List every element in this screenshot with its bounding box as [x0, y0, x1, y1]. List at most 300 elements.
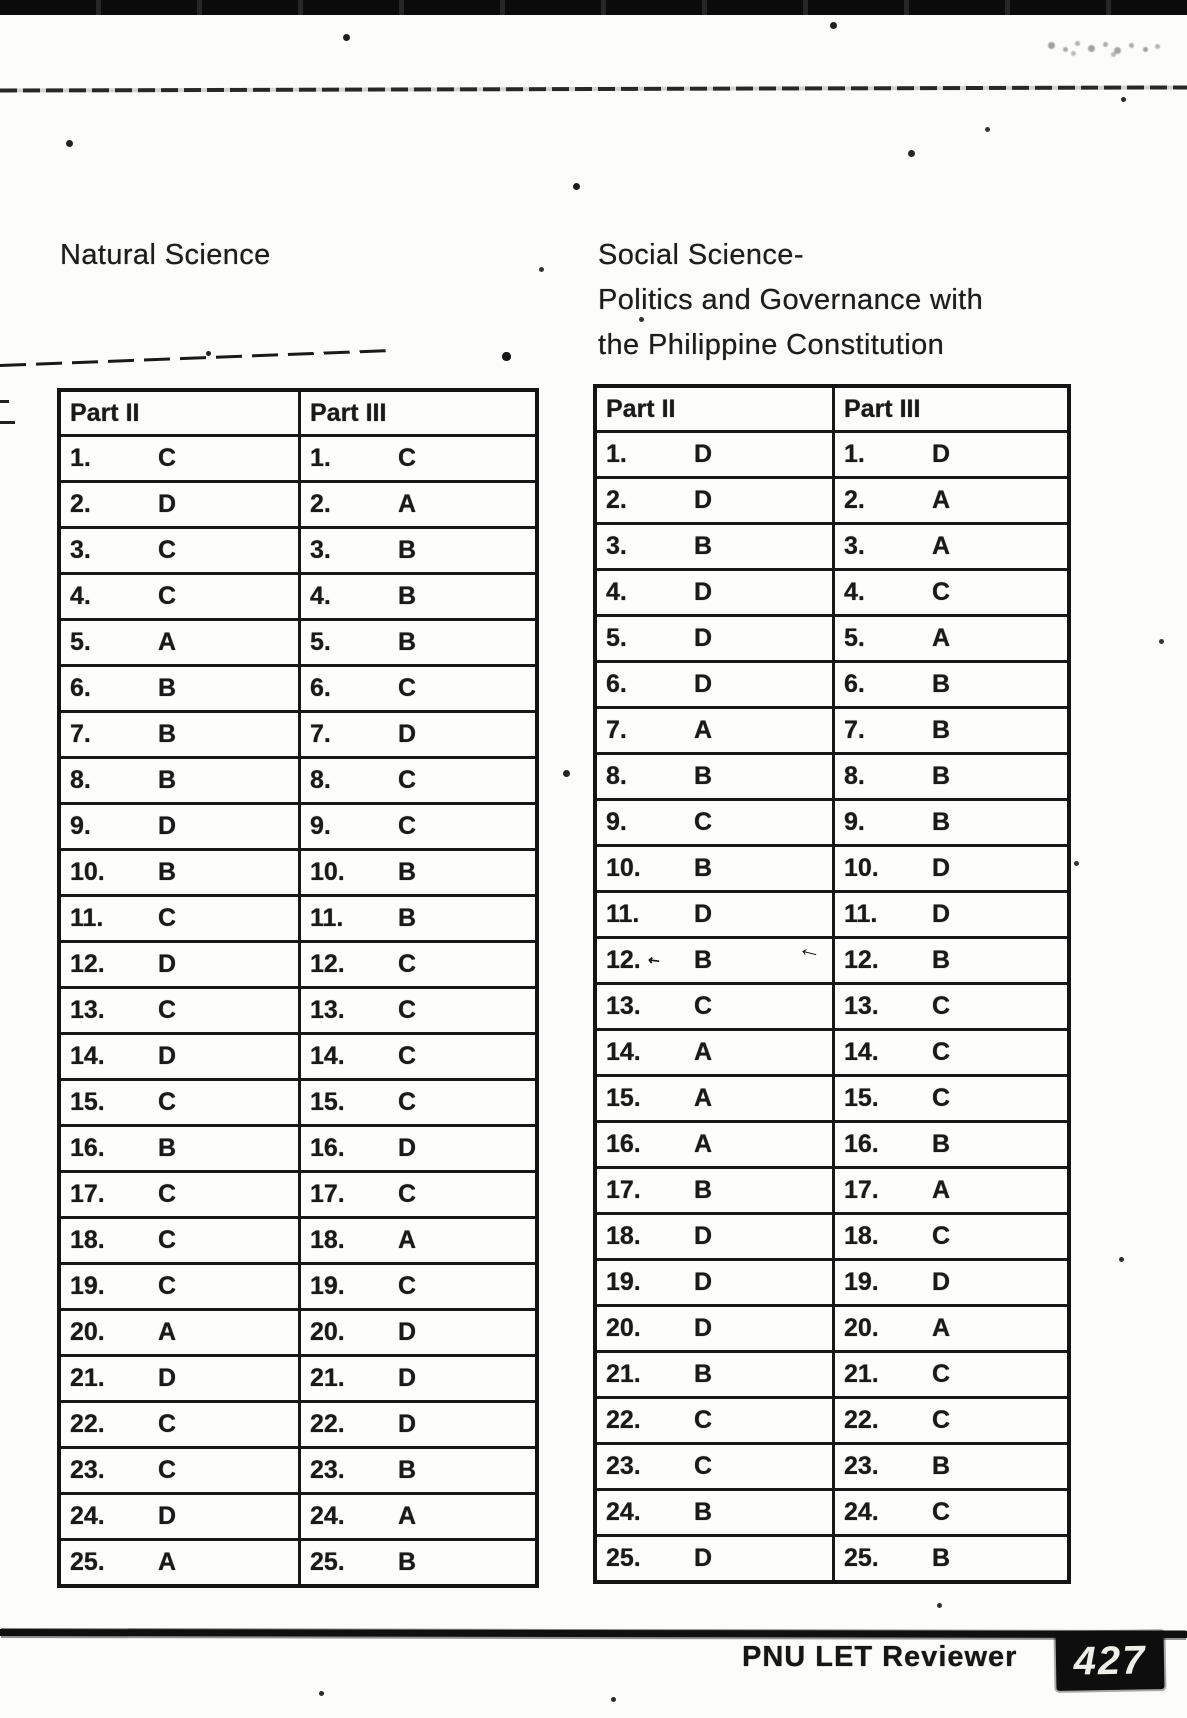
answer-letter: C: [694, 808, 713, 836]
answer-cell: [61, 1078, 298, 1124]
item-number: 6.: [844, 670, 865, 698]
item-number: 9.: [606, 808, 627, 836]
answer-letter: C: [932, 992, 951, 1020]
item-number: 10.: [310, 858, 345, 886]
answer-letter: B: [932, 946, 951, 974]
item-number: 12.: [70, 950, 105, 978]
answer-letter: B: [158, 674, 177, 702]
answer-letter: C: [398, 766, 417, 794]
answer-cell: [61, 1262, 298, 1308]
answer-letter: A: [932, 624, 951, 652]
answer-letter: C: [398, 1272, 417, 1300]
answer-letter: D: [398, 1134, 417, 1162]
answer-cell: [61, 664, 298, 710]
section-title-line: Politics and Governance with: [598, 284, 984, 316]
answer-letter: D: [694, 1268, 713, 1296]
answer-letter: C: [398, 1088, 417, 1116]
item-number: 23.: [310, 1456, 345, 1484]
answer-letter: C: [932, 1406, 951, 1434]
item-number: 14.: [606, 1038, 641, 1066]
item-number: 25.: [606, 1544, 641, 1572]
answer-cell: [832, 614, 1067, 660]
item-number: 18.: [310, 1226, 345, 1254]
item-number: 2.: [310, 490, 331, 518]
answer-letter: A: [694, 1130, 713, 1158]
answer-letter: D: [694, 578, 713, 606]
answer-letter: A: [398, 1226, 417, 1254]
item-number: 9.: [844, 808, 865, 836]
answer-cell: [298, 940, 535, 986]
answer-cell: [832, 568, 1067, 614]
answer-cell: [597, 982, 832, 1028]
item-number: 19.: [310, 1272, 345, 1300]
answer-cell: [61, 618, 298, 664]
answer-cell: [298, 986, 535, 1032]
answer-cell: [298, 1308, 535, 1354]
answer-letter: D: [694, 900, 713, 928]
item-number: 22.: [70, 1410, 105, 1438]
item-number: 2.: [70, 490, 91, 518]
item-number: 23.: [70, 1456, 105, 1484]
item-number: 18.: [606, 1222, 641, 1250]
answer-cell: [298, 480, 535, 526]
item-number: 21.: [844, 1360, 879, 1388]
item-number: 16.: [844, 1130, 879, 1158]
item-number: 8.: [310, 766, 331, 794]
answer-cell: [298, 802, 535, 848]
item-number: 8.: [844, 762, 865, 790]
item-number: 20.: [70, 1318, 105, 1346]
answer-letter: B: [694, 854, 713, 882]
answer-letter: B: [398, 536, 417, 564]
answer-cell: [597, 522, 832, 568]
answer-cell: [832, 752, 1067, 798]
answer-cell: [298, 710, 535, 756]
answer-letter: C: [158, 1180, 177, 1208]
item-number: 16.: [310, 1134, 345, 1162]
answer-cell: [597, 752, 832, 798]
item-number: 8.: [70, 766, 91, 794]
answer-cell: [298, 618, 535, 664]
answer-cell: [832, 844, 1067, 890]
answer-letter: A: [694, 1084, 713, 1112]
answer-cell: [61, 1400, 298, 1446]
answer-letter: A: [398, 490, 417, 518]
item-number: 4.: [606, 578, 627, 606]
answer-cell: [61, 1308, 298, 1354]
item-number: 3.: [844, 532, 865, 560]
answer-cell: [597, 1350, 832, 1396]
answer-letter: B: [398, 582, 417, 610]
answer-letter: B: [158, 766, 177, 794]
answer-cell: [61, 1032, 298, 1078]
item-number: 10.: [70, 858, 105, 886]
answer-letter: C: [398, 1180, 417, 1208]
item-number: 17.: [844, 1176, 879, 1204]
answer-letter: A: [694, 1038, 713, 1066]
answer-cell: [597, 1120, 832, 1166]
item-number: 19.: [606, 1268, 641, 1296]
answer-letter: A: [932, 1314, 951, 1342]
section-title-line: Natural Science: [60, 239, 271, 271]
answer-letter: D: [694, 486, 713, 514]
answer-letter: C: [158, 1226, 177, 1254]
answer-letter: D: [158, 1364, 177, 1392]
item-number: 6.: [310, 674, 331, 702]
answer-letter: D: [932, 854, 951, 882]
answer-cell: [61, 894, 298, 940]
section-title-natural-science: [60, 233, 271, 278]
answer-letter: D: [932, 900, 951, 928]
item-number: 1.: [844, 440, 865, 468]
answer-cell: [61, 1216, 298, 1262]
item-number: 1.: [606, 440, 627, 468]
answer-letter: D: [694, 624, 713, 652]
item-number: 4.: [70, 582, 91, 610]
answer-cell: [61, 1354, 298, 1400]
answer-letter: B: [398, 904, 417, 932]
answer-cell: [597, 706, 832, 752]
answer-letter: A: [932, 486, 951, 514]
answer-cell: [597, 660, 832, 706]
item-number: 11.: [70, 904, 104, 932]
answer-cell: [832, 890, 1067, 936]
item-number: 15.: [70, 1088, 105, 1116]
item-number: 22.: [844, 1406, 879, 1434]
answer-letter: B: [932, 762, 951, 790]
answer-letter: B: [932, 808, 951, 836]
answer-cell: [597, 1028, 832, 1074]
answer-letter: B: [932, 1544, 951, 1572]
answer-cell: [298, 1400, 535, 1446]
answer-letter: D: [694, 670, 713, 698]
item-number: 19.: [70, 1272, 105, 1300]
answer-letter: C: [932, 1360, 951, 1388]
item-number: 15.: [606, 1084, 641, 1112]
answer-cell: [597, 1442, 832, 1488]
answer-cell: [597, 430, 832, 476]
scan-smudge: [1046, 38, 1049, 41]
item-number: 14.: [844, 1038, 879, 1066]
item-number: 4.: [310, 582, 331, 610]
answer-letter: B: [694, 1360, 713, 1388]
item-number: 7.: [70, 720, 91, 748]
item-number: 15.: [844, 1084, 879, 1112]
answer-letter: B: [694, 946, 713, 974]
answer-letter: C: [932, 1038, 951, 1066]
answer-letter: D: [158, 1042, 177, 1070]
answer-letter: B: [398, 858, 417, 886]
answer-cell: [832, 522, 1067, 568]
answer-cell: [832, 936, 1067, 982]
answer-letter: A: [932, 532, 951, 560]
answer-cell: [832, 1166, 1067, 1212]
column-header: Part II: [606, 394, 676, 423]
answer-letter: A: [158, 1548, 177, 1576]
item-number: 6.: [70, 674, 91, 702]
item-number: 5.: [310, 628, 331, 656]
answer-letter: B: [158, 1134, 177, 1162]
section-title-social-science: [598, 233, 983, 368]
answer-cell: [832, 1488, 1067, 1534]
answer-cell: [832, 1258, 1067, 1304]
item-number: 12.: [606, 946, 641, 974]
answer-cell: [597, 1304, 832, 1350]
answer-cell: [61, 1124, 298, 1170]
footer-reviewer-label: PNU LET Reviewer: [742, 1641, 1018, 1673]
item-number: 11.: [606, 900, 640, 928]
answer-cell: [298, 1124, 535, 1170]
answer-letter: D: [694, 1544, 713, 1572]
answer-letter: A: [158, 628, 177, 656]
answer-letter: C: [694, 992, 713, 1020]
item-number: 24.: [606, 1498, 641, 1526]
answer-cell: [597, 1258, 832, 1304]
answer-letter: C: [694, 1452, 713, 1480]
item-number: 21.: [310, 1364, 345, 1392]
answer-letter: B: [694, 532, 713, 560]
answer-cell: [61, 480, 298, 526]
answer-letter: D: [932, 1268, 951, 1296]
answer-letter: D: [158, 950, 177, 978]
answer-letter: D: [398, 720, 417, 748]
item-number: 21.: [70, 1364, 105, 1392]
answer-cell: [61, 1492, 298, 1538]
answer-letter: B: [398, 1456, 417, 1484]
scan-edge-mark: [0, 400, 9, 403]
answer-letter: A: [932, 1176, 951, 1204]
answer-cell: [597, 476, 832, 522]
answer-letter: B: [398, 1548, 417, 1576]
answer-letter: C: [398, 444, 417, 472]
scan-edge-mark: [0, 421, 15, 424]
item-number: 24.: [310, 1502, 345, 1530]
item-number: 9.: [310, 812, 331, 840]
item-number: 6.: [606, 670, 627, 698]
answer-key-table-natural-science: [57, 388, 539, 1588]
answer-cell: [298, 1216, 535, 1262]
answer-letter: B: [398, 628, 417, 656]
item-number: 18.: [844, 1222, 879, 1250]
answer-key-table-social-science: [593, 384, 1071, 1584]
column-header: Part II: [70, 398, 140, 427]
answer-cell: [61, 986, 298, 1032]
item-number: 14.: [70, 1042, 105, 1070]
answer-letter: D: [932, 440, 951, 468]
answer-letter: B: [694, 762, 713, 790]
answer-cell: [61, 848, 298, 894]
item-number: 17.: [70, 1180, 105, 1208]
item-number: 3.: [606, 532, 627, 560]
answer-letter: C: [158, 996, 177, 1024]
answer-cell: [61, 756, 298, 802]
answer-cell: [597, 1488, 832, 1534]
item-number: 23.: [844, 1452, 879, 1480]
answer-letter: C: [158, 904, 177, 932]
answer-cell: [832, 430, 1067, 476]
answer-cell: [597, 1396, 832, 1442]
item-number: 25.: [310, 1548, 345, 1576]
scan-arrow-mark: ←: [795, 933, 826, 966]
answer-cell: [832, 1304, 1067, 1350]
answer-letter: C: [158, 536, 177, 564]
item-number: 7.: [844, 716, 865, 744]
answer-cell: [298, 526, 535, 572]
item-number: 22.: [606, 1406, 641, 1434]
answer-cell: [61, 526, 298, 572]
answer-cell: [597, 1166, 832, 1212]
answer-cell: [597, 798, 832, 844]
answer-cell: [597, 1212, 832, 1258]
item-number: 3.: [70, 536, 91, 564]
column-header: Part III: [298, 392, 535, 434]
answer-cell: [298, 848, 535, 894]
answer-cell: [298, 1078, 535, 1124]
item-number: 14.: [310, 1042, 345, 1070]
answer-letter: D: [398, 1364, 417, 1392]
answer-letter: C: [158, 582, 177, 610]
scan-noise-specks: [0, 0, 3, 3]
item-number: 24.: [70, 1502, 105, 1530]
item-number: 24.: [844, 1498, 879, 1526]
section-title-line: Social Science-: [598, 239, 804, 271]
answer-letter: C: [398, 1042, 417, 1070]
answer-letter: D: [158, 490, 177, 518]
item-number: 2.: [844, 486, 865, 514]
answer-cell: [597, 1534, 832, 1580]
answer-cell: [597, 1074, 832, 1120]
item-number: 19.: [844, 1268, 879, 1296]
answer-cell: [298, 1032, 535, 1078]
answer-letter: B: [932, 1130, 951, 1158]
answer-cell: [597, 614, 832, 660]
answer-cell: [832, 1534, 1067, 1580]
answer-cell: [61, 710, 298, 756]
answer-letter: D: [694, 440, 713, 468]
answer-cell: [298, 894, 535, 940]
item-number: 17.: [606, 1176, 641, 1204]
scan-stray-line: [0, 349, 392, 367]
answer-cell: [597, 890, 832, 936]
answer-letter: A: [694, 716, 713, 744]
item-number: 13.: [70, 996, 105, 1024]
answer-letter: C: [932, 1084, 951, 1112]
item-number: 22.: [310, 1410, 345, 1438]
answer-letter: C: [932, 1498, 951, 1526]
answer-cell: [298, 1262, 535, 1308]
item-number: 8.: [606, 762, 627, 790]
answer-letter: C: [398, 996, 417, 1024]
item-number: 1.: [310, 444, 331, 472]
section-title-line: the Philippine Constitution: [598, 329, 945, 361]
item-number: 9.: [70, 812, 91, 840]
answer-cell: [832, 798, 1067, 844]
scan-small-arrow-mark: ↖: [644, 950, 664, 971]
answer-cell: [298, 1492, 535, 1538]
item-number: 20.: [606, 1314, 641, 1342]
answer-cell: [832, 660, 1067, 706]
answer-letter: D: [158, 1502, 177, 1530]
answer-letter: C: [398, 812, 417, 840]
answer-letter: D: [158, 812, 177, 840]
item-number: 11.: [310, 904, 344, 932]
item-number: 21.: [606, 1360, 641, 1388]
answer-letter: B: [158, 720, 177, 748]
answer-letter: A: [158, 1318, 177, 1346]
answer-cell: [597, 568, 832, 614]
scan-horizontal-rule-top: [0, 85, 1187, 92]
item-number: 13.: [310, 996, 345, 1024]
answer-letter: C: [932, 1222, 951, 1250]
answer-letter: C: [158, 1272, 177, 1300]
item-number: 5.: [70, 628, 91, 656]
answer-letter: B: [694, 1176, 713, 1204]
answer-letter: C: [694, 1406, 713, 1434]
answer-cell: [832, 1212, 1067, 1258]
item-number: 16.: [606, 1130, 641, 1158]
answer-cell: [298, 664, 535, 710]
scan-top-bar: [0, 0, 1187, 15]
answer-letter: C: [158, 1088, 177, 1116]
item-number: 17.: [310, 1180, 345, 1208]
answer-cell: [832, 1350, 1067, 1396]
answer-letter: C: [398, 950, 417, 978]
answer-letter: D: [398, 1410, 417, 1438]
answer-cell: [61, 802, 298, 848]
answer-letter: B: [694, 1498, 713, 1526]
answer-letter: C: [158, 444, 177, 472]
item-number: 13.: [606, 992, 641, 1020]
item-number: 11.: [844, 900, 878, 928]
answer-cell: [61, 572, 298, 618]
answer-cell: [298, 756, 535, 802]
answer-cell: [61, 940, 298, 986]
answer-letter: B: [932, 1452, 951, 1480]
answer-letter: D: [398, 1318, 417, 1346]
answer-letter: C: [398, 674, 417, 702]
page-number-badge: 427: [1056, 1631, 1165, 1691]
answer-cell: [832, 476, 1067, 522]
answer-cell: [61, 1538, 298, 1584]
item-number: 13.: [844, 992, 879, 1020]
item-number: 20.: [844, 1314, 879, 1342]
item-number: 7.: [310, 720, 331, 748]
answer-cell: [832, 982, 1067, 1028]
answer-cell: [298, 434, 535, 480]
answer-cell: [61, 434, 298, 480]
item-number: 4.: [844, 578, 865, 606]
item-number: 12.: [844, 946, 879, 974]
answer-cell: [832, 1028, 1067, 1074]
answer-cell: [832, 706, 1067, 752]
item-number: 23.: [606, 1452, 641, 1480]
item-number: 10.: [606, 854, 641, 882]
answer-cell: [832, 1442, 1067, 1488]
answer-cell: [298, 1538, 535, 1584]
scan-horizontal-rule-bottom: [0, 1629, 1187, 1638]
answer-letter: D: [694, 1222, 713, 1250]
item-number: 25.: [844, 1544, 879, 1572]
answer-cell: [298, 572, 535, 618]
item-number: 15.: [310, 1088, 345, 1116]
item-number: 7.: [606, 716, 627, 744]
item-number: 20.: [310, 1318, 345, 1346]
item-number: 5.: [606, 624, 627, 652]
answer-letter: C: [932, 578, 951, 606]
item-number: 2.: [606, 486, 627, 514]
answer-cell: [298, 1170, 535, 1216]
answer-cell: [61, 1170, 298, 1216]
